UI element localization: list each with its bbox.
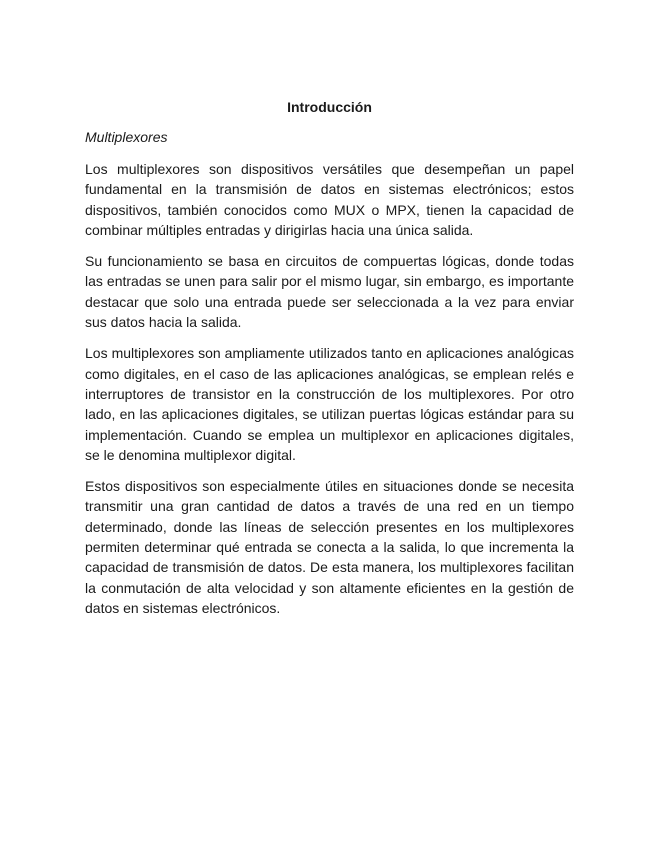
paragraph-4: Estos dispositivos son especialmente útiles en situaciones donde se necesita transmitir una gran cantidad de datos a través de una red en un tiempo determinado, donde las líneas de selección presentes en los multiplexores permiten determinar qué entrada se conecta a la salida, lo que incrementa la capacidad de transmisión de datos. De esta manera, los multiplexores facilitan la conmutación de alta velocidad y son altamente eficientes en la gestión de datos en sistemas electrónicos. xyxy=(85,478,574,616)
paragraph-1: Los multiplexores son dispositivos versátiles que desempeñan un papel fundamental en la transmisión de datos en sistemas electrónicos; estos dispositivos, también conocidos como MUX o MPX, tienen la capacidad de combinar múltiples entradas y dirigirlas hacia una única salida. xyxy=(85,161,574,238)
paragraph-2: Su funcionamiento se basa en circuitos de compuertas lógicas, donde todas las entradas se unen para salir por el mismo lugar, sin embargo, es importante destacar que solo una entrada puede ser seleccionada a la vez para enviar sus datos hacia la salida. xyxy=(85,253,574,331)
page-title: Introducción xyxy=(287,99,372,115)
paragraph-3: Los multiplexores son ampliamente utilizados tanto en aplicaciones analógicas como digitales, en el caso de las aplicaciones analógicas, se emplean relés e interruptores de transistor en la construcción de los multiplexores. Por otro lado, en las aplicaciones digitales, se utilizan puertas lógicas estándar para su implementación. Cuando se emplea un multiplexor en aplicaciones digitales, se le denomina multiplexor digital. xyxy=(85,345,574,463)
document-body xyxy=(85,97,574,629)
section-heading: Multiplexores xyxy=(85,129,168,145)
